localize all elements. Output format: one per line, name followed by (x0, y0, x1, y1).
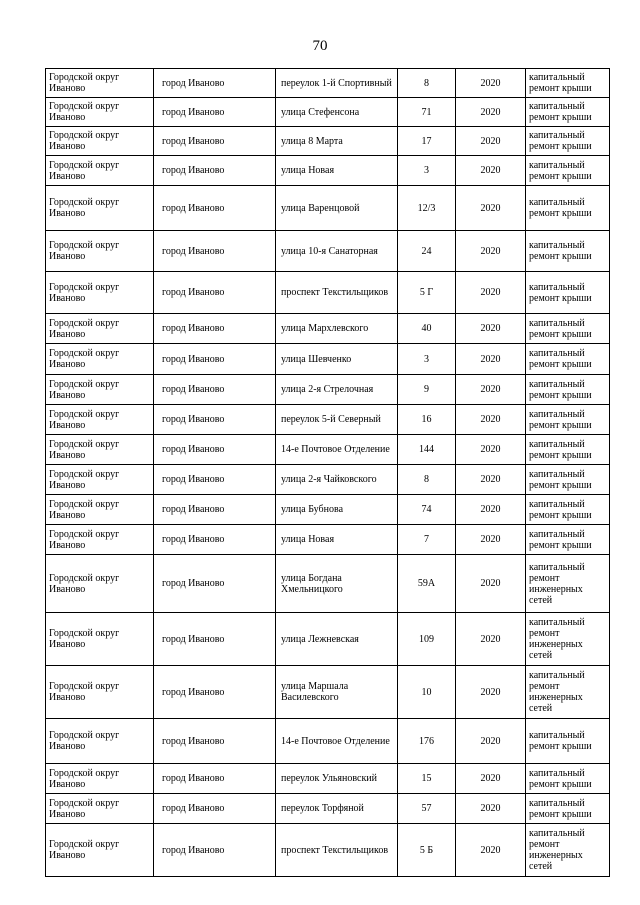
work-type-cell: капитальный ремонт крыши (526, 465, 610, 495)
house-cell: 57 (398, 794, 456, 824)
work-type-cell: капитальный ремонт крыши (526, 98, 610, 127)
street-cell: проспект Текстильщиков (276, 272, 398, 314)
year-cell: 2020 (456, 98, 526, 127)
street-cell: улица Новая (276, 156, 398, 186)
year-cell: 2020 (456, 495, 526, 525)
year-cell: 2020 (456, 555, 526, 613)
table-row (46, 344, 610, 375)
work-type-cell: капитальный ремонт крыши (526, 405, 610, 435)
page-number: 70 (312, 38, 328, 54)
city-cell: город Иваново (154, 98, 276, 127)
city-cell: город Иваново (154, 764, 276, 794)
house-cell: 5 Г (398, 272, 456, 314)
city-cell: город Иваново (154, 666, 276, 719)
street-cell: переулок Ульяновский (276, 764, 398, 794)
work-type-cell: капитальный ремонт крыши (526, 272, 610, 314)
year-cell: 2020 (456, 156, 526, 186)
table-row (46, 186, 610, 231)
work-type-cell: капитальный ремонт крыши (526, 127, 610, 156)
city-cell: город Иваново (154, 525, 276, 555)
table-row (46, 405, 610, 435)
street-cell: улица Мархлевского (276, 314, 398, 344)
house-cell: 7 (398, 525, 456, 555)
table-row (46, 525, 610, 555)
year-cell: 2020 (456, 127, 526, 156)
work-type-cell: капитальный ремонт инженерных сетей (526, 555, 610, 613)
year-cell: 2020 (456, 405, 526, 435)
city-cell: город Иваново (154, 69, 276, 98)
street-cell: 14-е Почтовое Отделение (276, 435, 398, 465)
street-cell: улица Шевченко (276, 344, 398, 375)
district-cell: Городской округ Иваново (46, 465, 154, 495)
district-cell: Городской округ Иваново (46, 314, 154, 344)
street-cell: переулок Торфяной (276, 794, 398, 824)
district-cell: Городской округ Иваново (46, 231, 154, 272)
year-cell: 2020 (456, 186, 526, 231)
district-cell: Городской округ Иваново (46, 719, 154, 764)
house-cell: 40 (398, 314, 456, 344)
year-cell: 2020 (456, 764, 526, 794)
district-cell: Городской округ Иваново (46, 375, 154, 405)
house-cell: 74 (398, 495, 456, 525)
year-cell: 2020 (456, 435, 526, 465)
year-cell: 2020 (456, 613, 526, 666)
table-row (46, 824, 610, 877)
street-cell: улица Лежневская (276, 613, 398, 666)
city-cell: город Иваново (154, 231, 276, 272)
city-cell: город Иваново (154, 272, 276, 314)
work-type-cell: капитальный ремонт крыши (526, 375, 610, 405)
district-cell: Городской округ Иваново (46, 495, 154, 525)
street-cell: переулок 5-й Северный (276, 405, 398, 435)
house-cell: 109 (398, 613, 456, 666)
work-type-cell: капитальный ремонт крыши (526, 435, 610, 465)
house-cell: 12/3 (398, 186, 456, 231)
house-cell: 16 (398, 405, 456, 435)
work-type-cell: капитальный ремонт инженерных сетей (526, 666, 610, 719)
city-cell: город Иваново (154, 824, 276, 877)
year-cell: 2020 (456, 794, 526, 824)
house-cell: 9 (398, 375, 456, 405)
house-cell: 8 (398, 465, 456, 495)
district-cell: Городской округ Иваново (46, 69, 154, 98)
work-type-cell: капитальный ремонт крыши (526, 156, 610, 186)
work-type-cell: капитальный ремонт инженерных сетей (526, 613, 610, 666)
street-cell: улица Новая (276, 525, 398, 555)
district-cell: Городской округ Иваново (46, 794, 154, 824)
district-cell: Городской округ Иваново (46, 186, 154, 231)
work-type-cell: капитальный ремонт крыши (526, 794, 610, 824)
city-cell: город Иваново (154, 156, 276, 186)
house-cell: 5 Б (398, 824, 456, 877)
city-cell: город Иваново (154, 435, 276, 465)
work-type-cell: капитальный ремонт крыши (526, 719, 610, 764)
district-cell: Городской округ Иваново (46, 666, 154, 719)
work-type-cell: капитальный ремонт крыши (526, 69, 610, 98)
work-type-cell: капитальный ремонт крыши (526, 495, 610, 525)
house-cell: 3 (398, 344, 456, 375)
table-row (46, 465, 610, 495)
city-cell: город Иваново (154, 555, 276, 613)
table-row (46, 719, 610, 764)
table-row (46, 613, 610, 666)
table-row (46, 555, 610, 613)
city-cell: город Иваново (154, 127, 276, 156)
table-row (46, 127, 610, 156)
table-row (46, 666, 610, 719)
house-cell: 17 (398, 127, 456, 156)
city-cell: город Иваново (154, 495, 276, 525)
city-cell: город Иваново (154, 314, 276, 344)
street-cell: улица 2-я Чайковского (276, 465, 398, 495)
district-cell: Городской округ Иваново (46, 435, 154, 465)
district-cell: Городской округ Иваново (46, 525, 154, 555)
table-row (46, 435, 610, 465)
year-cell: 2020 (456, 314, 526, 344)
work-type-cell: капитальный ремонт крыши (526, 314, 610, 344)
house-cell: 15 (398, 764, 456, 794)
year-cell: 2020 (456, 666, 526, 719)
table-row (46, 314, 610, 344)
street-cell: улица 10-я Санаторная (276, 231, 398, 272)
year-cell: 2020 (456, 375, 526, 405)
city-cell: город Иваново (154, 186, 276, 231)
table-row (46, 764, 610, 794)
table-row (46, 69, 610, 98)
city-cell: город Иваново (154, 465, 276, 495)
city-cell: город Иваново (154, 794, 276, 824)
year-cell: 2020 (456, 69, 526, 98)
work-type-cell: капитальный ремонт крыши (526, 231, 610, 272)
district-cell: Городской округ Иваново (46, 405, 154, 435)
work-type-cell: капитальный ремонт крыши (526, 764, 610, 794)
house-cell: 71 (398, 98, 456, 127)
city-cell: город Иваново (154, 344, 276, 375)
repair-schedule-table (45, 68, 610, 877)
house-cell: 59А (398, 555, 456, 613)
district-cell: Городской округ Иваново (46, 272, 154, 314)
district-cell: Городской округ Иваново (46, 156, 154, 186)
year-cell: 2020 (456, 272, 526, 314)
year-cell: 2020 (456, 824, 526, 877)
table-row (46, 495, 610, 525)
table-row (46, 794, 610, 824)
work-type-cell: капитальный ремонт крыши (526, 186, 610, 231)
district-cell: Городской округ Иваново (46, 824, 154, 877)
city-cell: город Иваново (154, 405, 276, 435)
work-type-cell: капитальный ремонт крыши (526, 525, 610, 555)
table-row (46, 98, 610, 127)
street-cell: улица Богдана Хмельницкого (276, 555, 398, 613)
district-cell: Городской округ Иваново (46, 555, 154, 613)
district-cell: Городской округ Иваново (46, 127, 154, 156)
year-cell: 2020 (456, 465, 526, 495)
street-cell: улица Стефенсона (276, 98, 398, 127)
street-cell: переулок 1-й Спортивный (276, 69, 398, 98)
district-cell: Городской округ Иваново (46, 344, 154, 375)
street-cell: улица 8 Марта (276, 127, 398, 156)
work-type-cell: капитальный ремонт крыши (526, 344, 610, 375)
year-cell: 2020 (456, 344, 526, 375)
street-cell: проспект Текстильщиков (276, 824, 398, 877)
city-cell: город Иваново (154, 613, 276, 666)
year-cell: 2020 (456, 525, 526, 555)
district-cell: Городской округ Иваново (46, 613, 154, 666)
street-cell: улица 2-я Стрелочная (276, 375, 398, 405)
table-row (46, 375, 610, 405)
street-cell: 14-е Почтовое Отделение (276, 719, 398, 764)
house-cell: 144 (398, 435, 456, 465)
house-cell: 3 (398, 156, 456, 186)
house-cell: 8 (398, 69, 456, 98)
house-cell: 24 (398, 231, 456, 272)
house-cell: 10 (398, 666, 456, 719)
table-row (46, 156, 610, 186)
district-cell: Городской округ Иваново (46, 764, 154, 794)
work-type-cell: капитальный ремонт инженерных сетей (526, 824, 610, 877)
table-row (46, 272, 610, 314)
street-cell: улица Бубнова (276, 495, 398, 525)
house-cell: 176 (398, 719, 456, 764)
year-cell: 2020 (456, 231, 526, 272)
year-cell: 2020 (456, 719, 526, 764)
city-cell: город Иваново (154, 375, 276, 405)
city-cell: город Иваново (154, 719, 276, 764)
district-cell: Городской округ Иваново (46, 98, 154, 127)
street-cell: улица Маршала Василевского (276, 666, 398, 719)
street-cell: улица Варенцовой (276, 186, 398, 231)
table-row (46, 231, 610, 272)
